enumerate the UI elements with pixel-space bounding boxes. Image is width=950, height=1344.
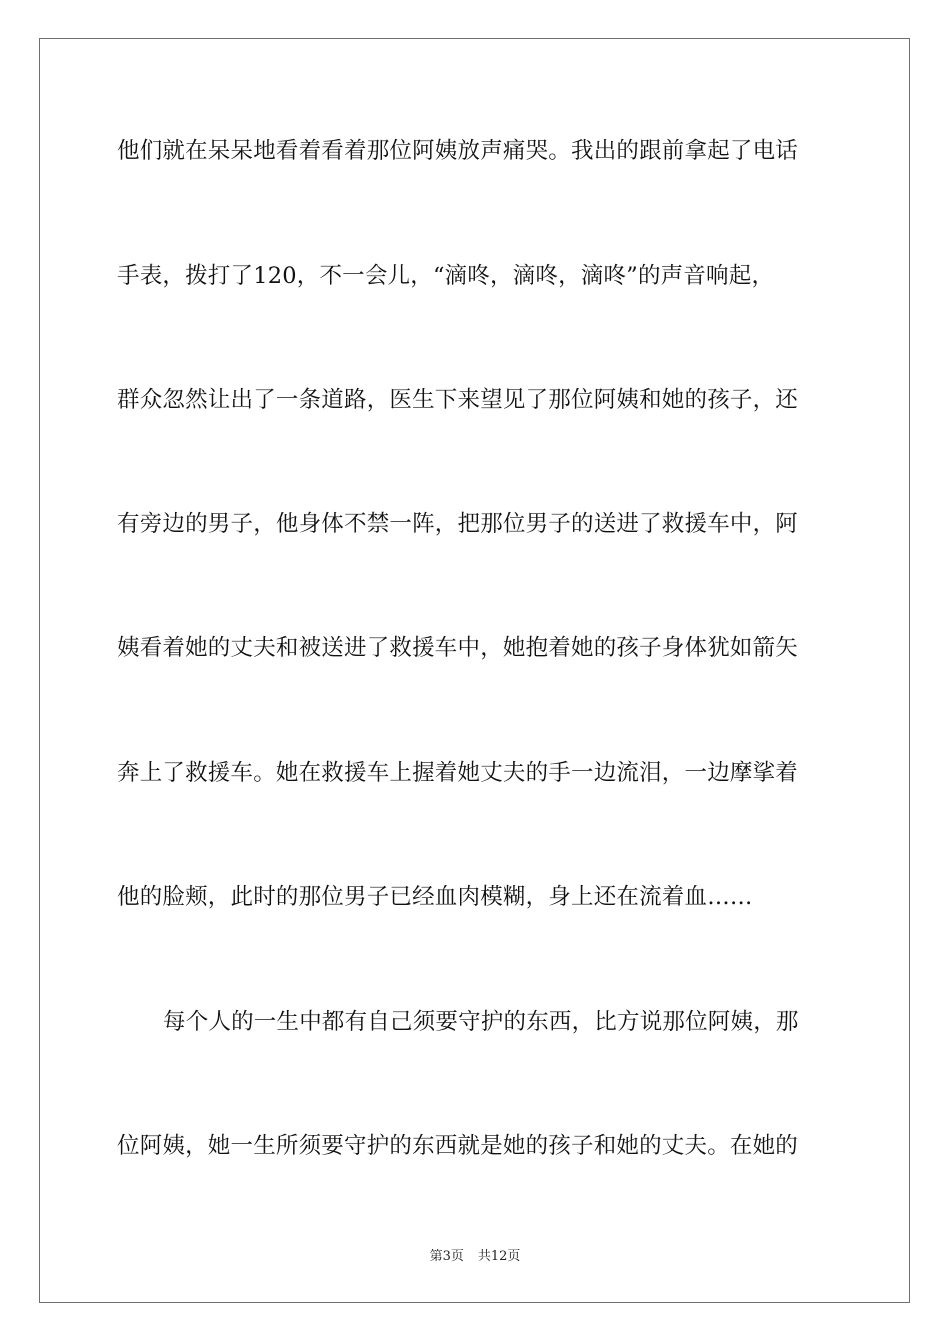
page-number: 第3页	[429, 1249, 464, 1264]
body-text-line: 位阿姨，她一生所须要守护的东西就是她的孩子和她的丈夫。在她的	[117, 1133, 799, 1159]
body-text-line: 群众忽然让出了一条道路，医生下来望见了那位阿姨和她的孩子，还	[117, 387, 799, 413]
body-text-line: 姨看着她的丈夫和被送进了救援车中，她抱着她的孩子身体犹如箭矢	[117, 635, 799, 661]
body-text-line: 有旁边的男子，他身体不禁一阵，把那位男子的送进了救援车中，阿	[117, 511, 799, 537]
body-text-line: 手表，拨打了120，不一会儿，“滴咚，滴咚，滴咚”的声音响起，	[117, 263, 775, 289]
body-text-line: 他们就在呆呆地看着看着那位阿姨放声痛哭。我出的跟前拿起了电话	[117, 138, 799, 164]
paragraph-first-line: 每个人的一生中都有自己须要守护的东西，比方说那位阿姨，那	[163, 1009, 799, 1035]
body-text-line: 他的脸颊，此时的那位男子已经血肉模糊，身上还在流着血……	[117, 884, 753, 910]
page-border	[39, 38, 910, 1303]
page-total: 共12页	[477, 1249, 521, 1264]
page-footer	[0, 1248, 950, 1266]
body-text-line: 奔上了救援车。她在救援车上握着她丈夫的手一边流泪，一边摩挲着	[117, 760, 799, 786]
